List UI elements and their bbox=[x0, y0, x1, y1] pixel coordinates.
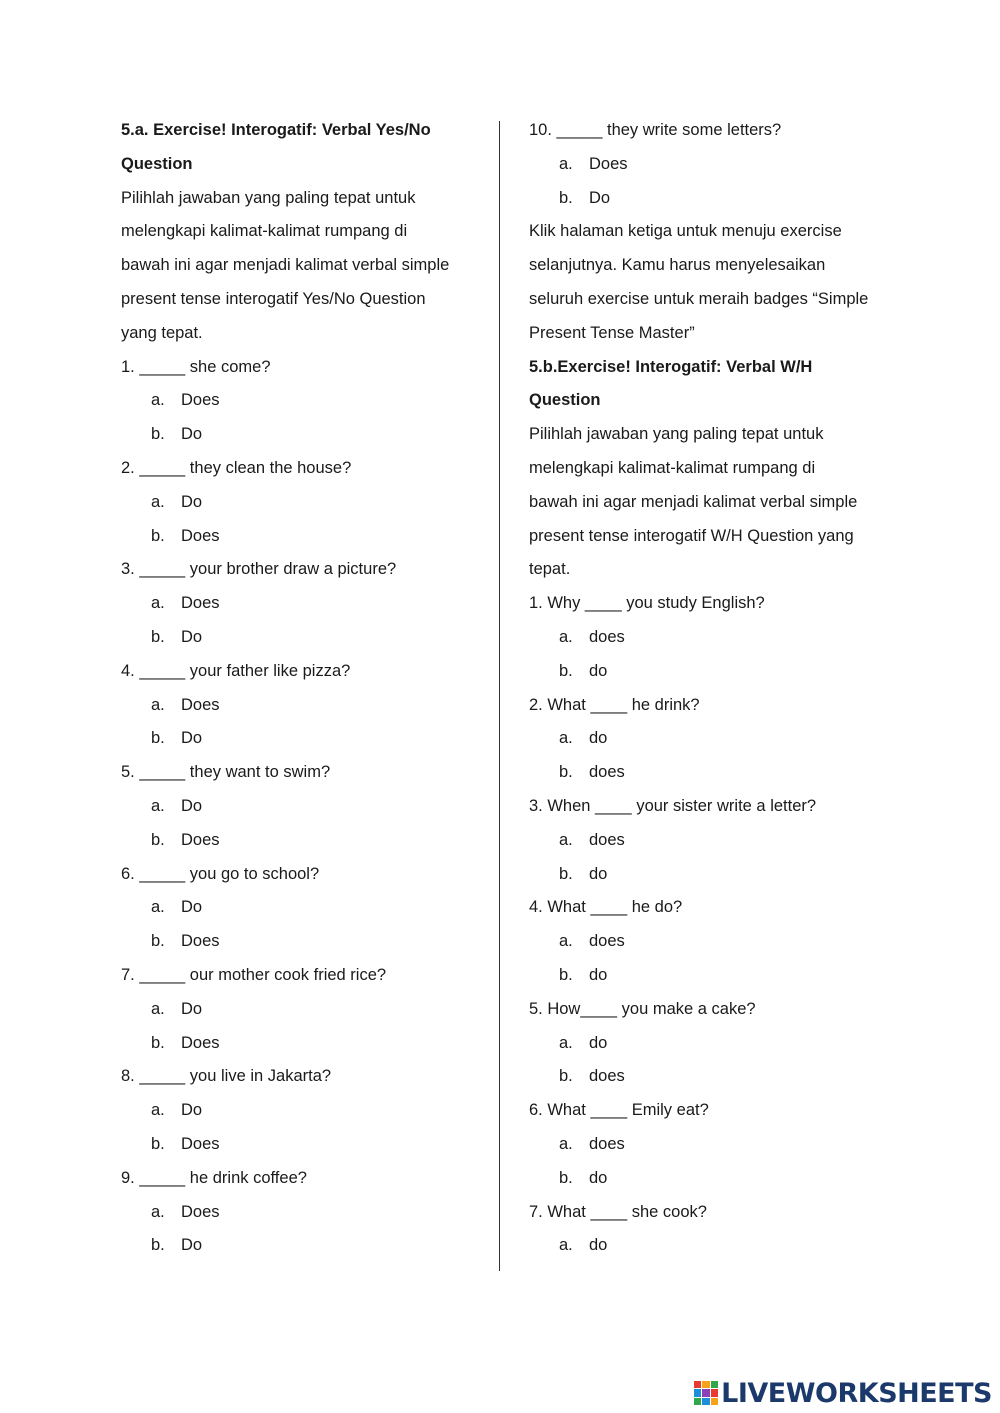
instruction-line: bawah ini agar menjadi kalimat verbal simple bbox=[529, 492, 858, 511]
section-title-a: 5.a. Exercise! Interogatif: Verbal Yes/No bbox=[121, 121, 431, 139]
question: 7. _____ our mother cook fried rice? bbox=[121, 965, 387, 984]
note-line: selanjutnya. Kamu harus menyelesaikan bbox=[529, 256, 826, 275]
option-letter: b. bbox=[151, 1236, 165, 1255]
option-letter: b. bbox=[559, 763, 573, 782]
note-line: seluruh exercise untuk meraih badges “Simple bbox=[529, 289, 869, 308]
question: 2. What ____ he drink? bbox=[529, 695, 700, 714]
option-text: does bbox=[589, 763, 625, 782]
option-b[interactable] bbox=[121, 824, 481, 858]
option-text: Does bbox=[181, 1134, 220, 1153]
option-letter: a. bbox=[151, 999, 165, 1018]
option-letter: a. bbox=[151, 1101, 165, 1120]
option-text: do bbox=[589, 1168, 608, 1187]
option-b[interactable] bbox=[121, 1229, 481, 1263]
option-letter: a. bbox=[559, 154, 573, 173]
note-line: Present Tense Master” bbox=[529, 323, 695, 342]
question: 1. Why ____ you study English? bbox=[529, 594, 765, 613]
instruction-line: Pilihlah jawaban yang paling tepat untuk bbox=[529, 425, 824, 444]
option-text: Does bbox=[181, 830, 220, 849]
option-text: Does bbox=[589, 154, 628, 173]
option-text: Does bbox=[181, 526, 220, 545]
option-a[interactable] bbox=[121, 587, 481, 621]
option-text: Does bbox=[181, 1202, 220, 1221]
option-text: does bbox=[589, 1134, 625, 1153]
option-letter: a. bbox=[559, 932, 573, 951]
option-text: Do bbox=[589, 188, 611, 207]
option-a[interactable] bbox=[529, 148, 889, 182]
option-letter: a. bbox=[559, 830, 573, 849]
option-letter: b. bbox=[151, 1033, 165, 1052]
instruction-line: yang tepat. bbox=[121, 323, 203, 342]
option-a[interactable] bbox=[121, 486, 481, 520]
option-letter: b. bbox=[151, 526, 165, 545]
question: 3. When ____ your sister write a letter? bbox=[529, 796, 817, 815]
option-text: Does bbox=[181, 1033, 220, 1052]
option-letter: b. bbox=[151, 425, 165, 444]
question: 4. What ____ he do? bbox=[529, 898, 683, 917]
question: 5. How____ you make a cake? bbox=[529, 999, 756, 1018]
option-a[interactable] bbox=[121, 1196, 481, 1230]
option-letter: a. bbox=[559, 1033, 573, 1052]
option-text: Do bbox=[181, 1101, 203, 1120]
question: 8. _____ you live in Jakarta? bbox=[121, 1067, 332, 1086]
option-b[interactable] bbox=[121, 1128, 481, 1162]
option-text: does bbox=[589, 627, 625, 646]
note-line: Klik halaman ketiga untuk menuju exercise bbox=[529, 222, 842, 241]
option-text: Do bbox=[181, 1236, 203, 1255]
instruction-line: melengkapi kalimat-kalimat rumpang di bbox=[529, 458, 816, 477]
option-text: Do bbox=[181, 898, 203, 917]
question: 5. _____ they want to swim? bbox=[121, 763, 331, 782]
option-b[interactable] bbox=[121, 520, 481, 554]
option-b[interactable] bbox=[121, 925, 481, 959]
option-b[interactable] bbox=[529, 182, 889, 216]
option-text: do bbox=[589, 1236, 608, 1255]
option-a[interactable] bbox=[529, 824, 889, 858]
question: 6. _____ you go to school? bbox=[121, 864, 320, 883]
option-a[interactable] bbox=[121, 891, 481, 925]
option-text: Do bbox=[181, 425, 203, 444]
option-text: Do bbox=[181, 627, 203, 646]
option-b[interactable] bbox=[529, 858, 889, 892]
option-text: does bbox=[589, 932, 625, 951]
option-text: Do bbox=[181, 729, 203, 748]
instruction-line: present tense interogatif W/H Question yang bbox=[529, 526, 854, 545]
option-letter: b. bbox=[559, 188, 573, 207]
option-letter: a. bbox=[151, 898, 165, 917]
section-title-a-cont: Question bbox=[121, 154, 193, 173]
option-a[interactable] bbox=[529, 1128, 889, 1162]
question: 4. _____ your father like pizza? bbox=[121, 661, 351, 680]
instruction-line: melengkapi kalimat-kalimat rumpang di bbox=[121, 222, 408, 241]
option-letter: b. bbox=[559, 661, 573, 680]
option-letter: b. bbox=[559, 864, 573, 883]
option-text: Does bbox=[181, 932, 220, 951]
option-letter: b. bbox=[151, 932, 165, 951]
option-letter: a. bbox=[151, 391, 165, 410]
option-text: do bbox=[589, 661, 608, 680]
option-text: does bbox=[589, 830, 625, 849]
option-text: do bbox=[589, 729, 608, 748]
option-a[interactable] bbox=[529, 1229, 889, 1263]
option-text: do bbox=[589, 864, 608, 883]
option-b[interactable] bbox=[121, 418, 481, 452]
instruction-line: Pilihlah jawaban yang paling tepat untuk bbox=[121, 188, 416, 207]
left-column bbox=[121, 114, 481, 1263]
column-divider bbox=[499, 121, 500, 1271]
option-b[interactable] bbox=[529, 655, 889, 689]
question: 1. _____ she come? bbox=[121, 357, 271, 376]
option-a[interactable] bbox=[121, 1094, 481, 1128]
option-a[interactable] bbox=[529, 1027, 889, 1061]
option-letter: b. bbox=[559, 1168, 573, 1187]
option-letter: b. bbox=[559, 1067, 573, 1086]
option-letter: b. bbox=[151, 1134, 165, 1153]
question: 3. _____ your brother draw a picture? bbox=[121, 560, 397, 579]
option-letter: b. bbox=[151, 729, 165, 748]
option-letter: b. bbox=[151, 830, 165, 849]
instruction-line: tepat. bbox=[529, 560, 571, 579]
option-letter: a. bbox=[151, 594, 165, 613]
option-text: Do bbox=[181, 999, 203, 1018]
option-text: do bbox=[589, 1033, 608, 1052]
section-title-b: 5.b.Exercise! Interogatif: Verbal W/H bbox=[529, 357, 813, 376]
option-b[interactable] bbox=[121, 621, 481, 655]
logo-text: LIVEWORKSHEETS bbox=[721, 1377, 992, 1409]
option-b[interactable] bbox=[121, 1027, 481, 1061]
option-a[interactable] bbox=[529, 925, 889, 959]
option-b[interactable] bbox=[529, 756, 889, 790]
option-a[interactable] bbox=[529, 621, 889, 655]
option-text: do bbox=[589, 965, 608, 984]
option-text: does bbox=[589, 1067, 625, 1086]
option-a[interactable] bbox=[121, 993, 481, 1027]
option-a[interactable] bbox=[121, 384, 481, 418]
question: 9. _____ he drink coffee? bbox=[121, 1168, 307, 1187]
question: 6. What ____ Emily eat? bbox=[529, 1101, 709, 1120]
option-letter: a. bbox=[559, 627, 573, 646]
right-column bbox=[529, 114, 889, 1263]
instruction-line: bawah ini agar menjadi kalimat verbal simple bbox=[121, 256, 450, 275]
section-title-b-cont: Question bbox=[529, 391, 601, 410]
option-letter: a. bbox=[151, 695, 165, 714]
option-b[interactable] bbox=[529, 959, 889, 993]
logo-mark-icon bbox=[694, 1381, 718, 1405]
option-text: Does bbox=[181, 594, 220, 613]
option-letter: a. bbox=[151, 796, 165, 815]
option-b[interactable] bbox=[121, 722, 481, 756]
option-letter: a. bbox=[151, 1202, 165, 1221]
option-text: Do bbox=[181, 492, 203, 511]
option-a[interactable] bbox=[529, 722, 889, 756]
option-b[interactable] bbox=[529, 1162, 889, 1196]
option-text: Does bbox=[181, 695, 220, 714]
option-a[interactable] bbox=[121, 790, 481, 824]
liveworksheets-logo bbox=[694, 1378, 992, 1408]
option-letter: a. bbox=[559, 1236, 573, 1255]
option-letter: a. bbox=[559, 729, 573, 748]
option-text: Does bbox=[181, 391, 220, 410]
option-letter: a. bbox=[151, 492, 165, 511]
instruction-line: present tense interogatif Yes/No Question bbox=[121, 289, 426, 308]
option-b[interactable] bbox=[529, 1060, 889, 1094]
option-letter: b. bbox=[151, 627, 165, 646]
question: 10. _____ they write some letters? bbox=[529, 121, 782, 139]
option-letter: a. bbox=[559, 1134, 573, 1153]
option-a[interactable] bbox=[121, 689, 481, 723]
question: 7. What ____ she cook? bbox=[529, 1202, 707, 1221]
option-letter: b. bbox=[559, 965, 573, 984]
option-text: Do bbox=[181, 796, 203, 815]
question: 2. _____ they clean the house? bbox=[121, 458, 352, 477]
